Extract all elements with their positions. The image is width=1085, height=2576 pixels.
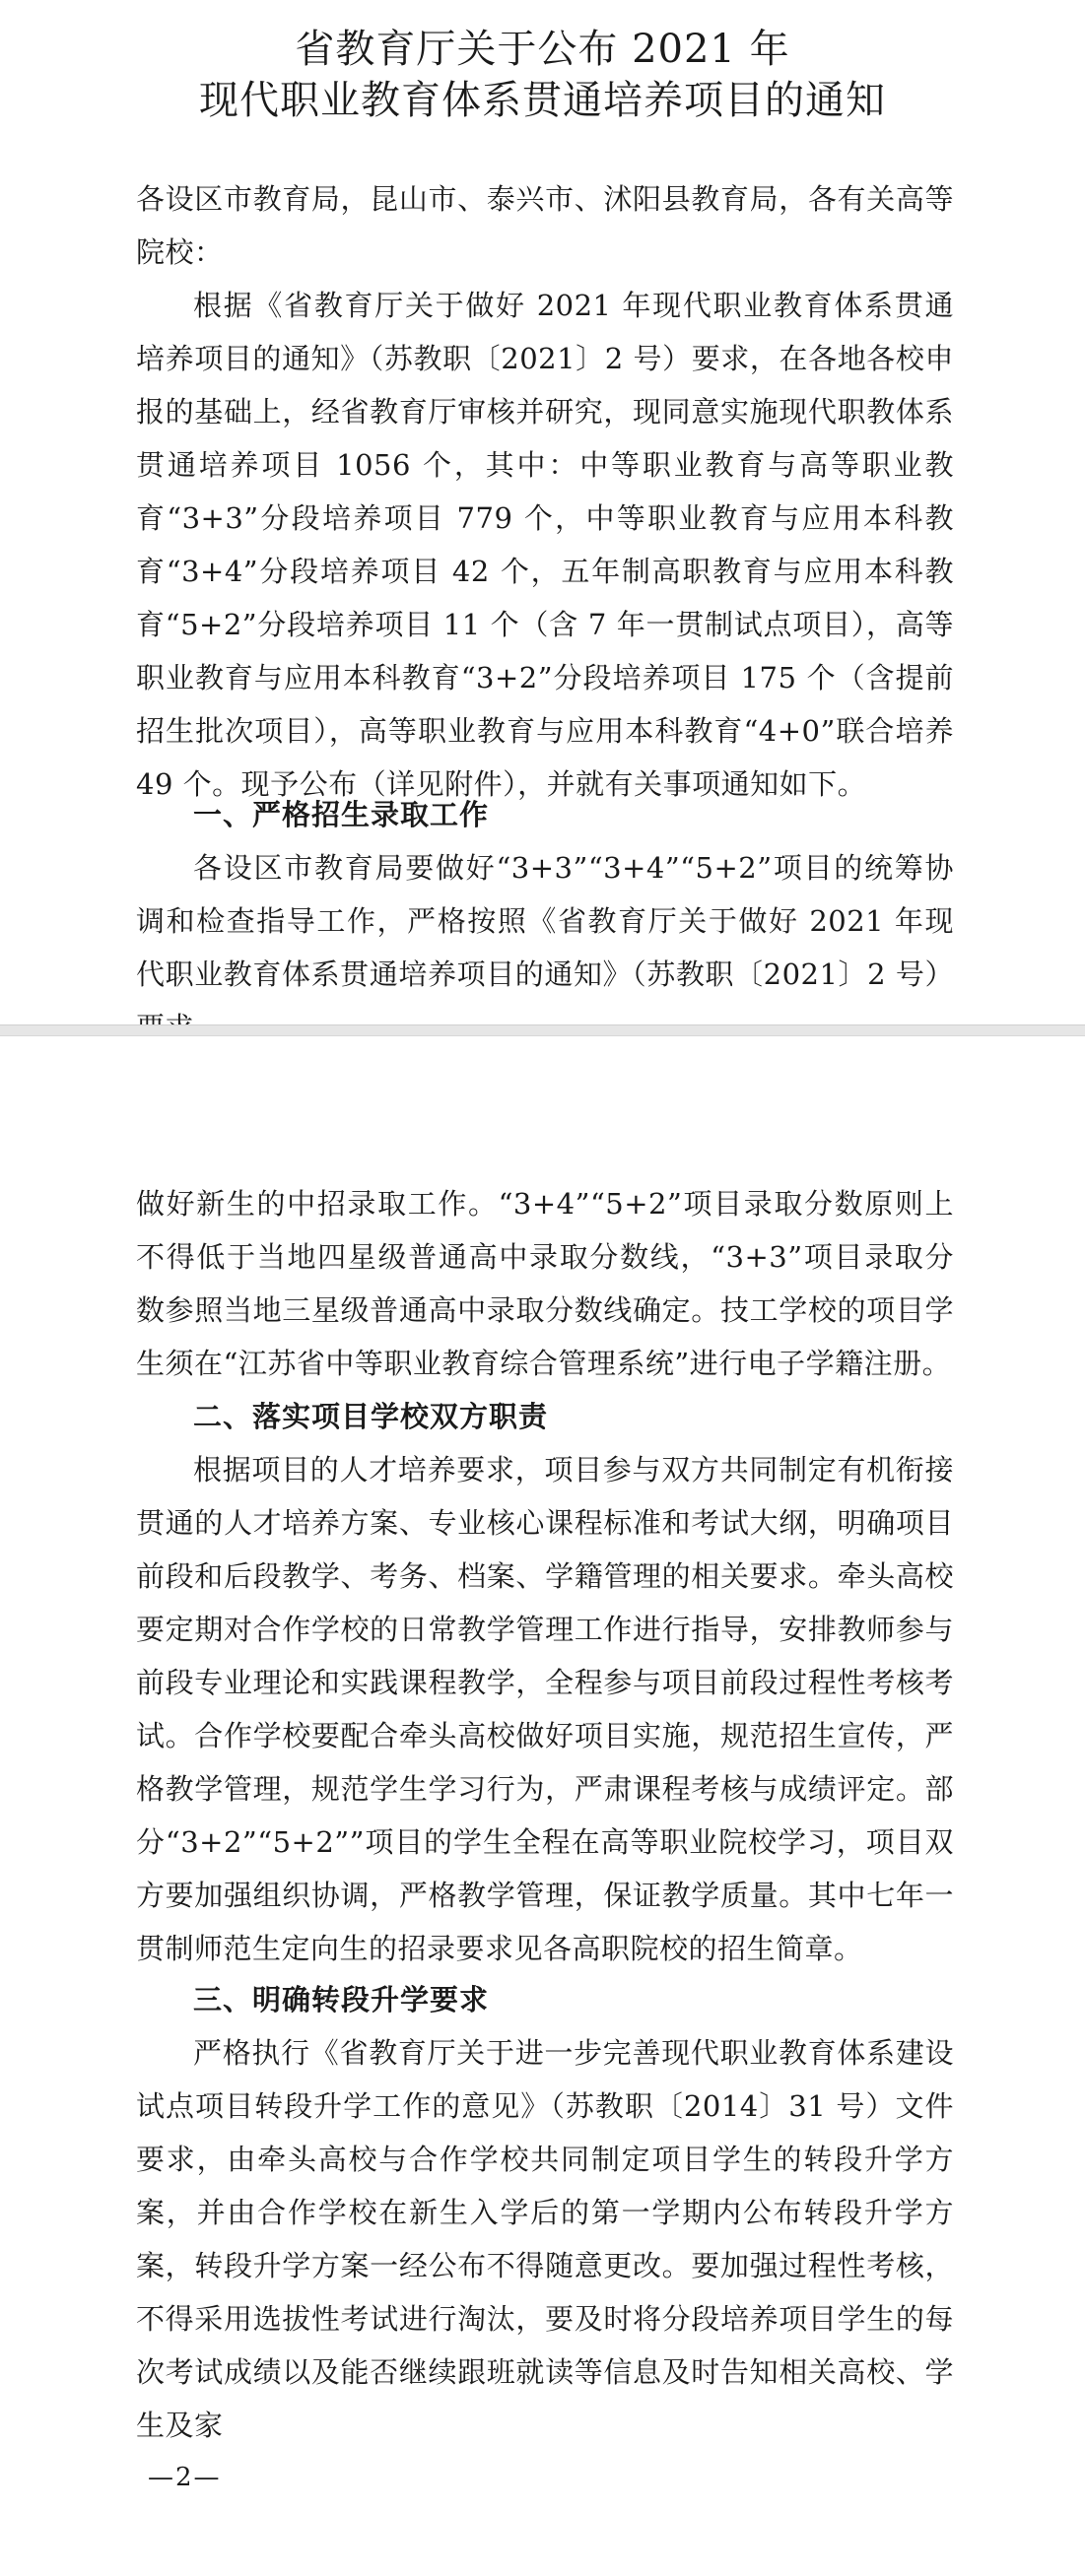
salutation-paragraph: 各设区市教育局，昆山市、泰兴市、沭阳县教育局，各有关高等院校： [136, 182, 954, 269]
body-paragraph: 做好新生的中招录取工作。“3+4”“5+2”项目录取分数原则上不得低于当地四星级普通高中录取分数线，“3+3”项目录取分数参照当地三星级普通高中录取分数线确定。技工学校的项目学生须在“江苏省中等职业教育综合管理系统”进行电子学籍注册。 [136, 1187, 954, 1380]
page-number: —2— [148, 2463, 222, 2492]
body-paragraph: 根据项目的人才培养要求，项目参与双方共同制定有机衔接贯通的人才培养方案、专业核心课程标准和考试大纲，明确项目前段和后段教学、考务、档案、学籍管理的相关要求。牵头高校要定期对合作学校的日常教学管理工作进行指导，安排教师参与前段专业理论和实践课程教学，全程参与项目前段过程性考核考试。合作学校要配合牵头高校做好项目实施，规范招生宣传，严格教学管理，规范学生学习行为，严肃课程考核与成绩评定。部分“3+2”“5+2””项目的学生全程在高等职业院校学习，项目双方要加强组织协调，严格教学管理，保证教学质量。其中七年一贯制师范生定向生的招录要求见各高职院校的招生简章。 [136, 1453, 954, 1965]
body-paragraph: 严格执行《省教育厅关于进一步完善现代职业教育体系建设试点项目转段升学工作的意见》（苏教职〔2014〕31 号）文件要求，由牵头高校与合作学校共同制定项目学生的转段升学方案，并由合作学校在新生入学后的第一学期内公布转段升学方案，转段升学方案一经公布不得随意更改。要加强过程性考核，不得采用选拔性考试进行淘汰，要及时将分段培养项目学生的每次考试成绩以及能否继续跟班就读等信息及时告知相关高校、学生及家 [136, 2036, 954, 2442]
body-paragraph: 根据《省教育厅关于做好 2021 年现代职业教育体系贯通培养项目的通知》（苏教职〔2021〕2 号）要求，在各地各校申报的基础上，经省教育厅审核并研究，现同意实施现代职教体系贯通培养项目 1056 个，其中：中等职业教育与高等职业教育“3+3”分段培养项目 779 个，中等职业教育与应用本科教育“3+4”分段培养项目 42 个，五年制高职教育与应用本科教育“5+2”分段培养项目 11 个（含 7 年一贯制试点项目），高等职业教育与应用本科教育“3+2”分段培养项目 175 个（含提前招生批次项目），高等职业教育与应用本科教育“4+0”联合培养 49 个。现予公布（详见附件），并就有关事项通知如下。 [136, 289, 954, 801]
section-heading: 三、明确转段升学要求 [193, 1983, 490, 2016]
document-page-1 [0, 0, 1085, 1024]
page-divider [0, 1024, 1085, 1036]
section-heading: 一、严格招生录取工作 [193, 798, 490, 831]
document-title-line-2: 现代职业教育体系贯通培养项目的通知 [199, 78, 886, 123]
section-heading: 二、落实项目学校双方职责 [193, 1400, 549, 1433]
document-title-line-1: 省教育厅关于公布 2021 年 [295, 27, 790, 72]
body-paragraph: 各设区市教育局要做好“3+3”“3+4”“5+2”项目的统筹协调和检查指导工作，严格按照《省教育厅关于做好 2021 年现代职业教育体系贯通培养项目的通知》（苏教职〔2021〕2 号） [136, 851, 954, 991]
